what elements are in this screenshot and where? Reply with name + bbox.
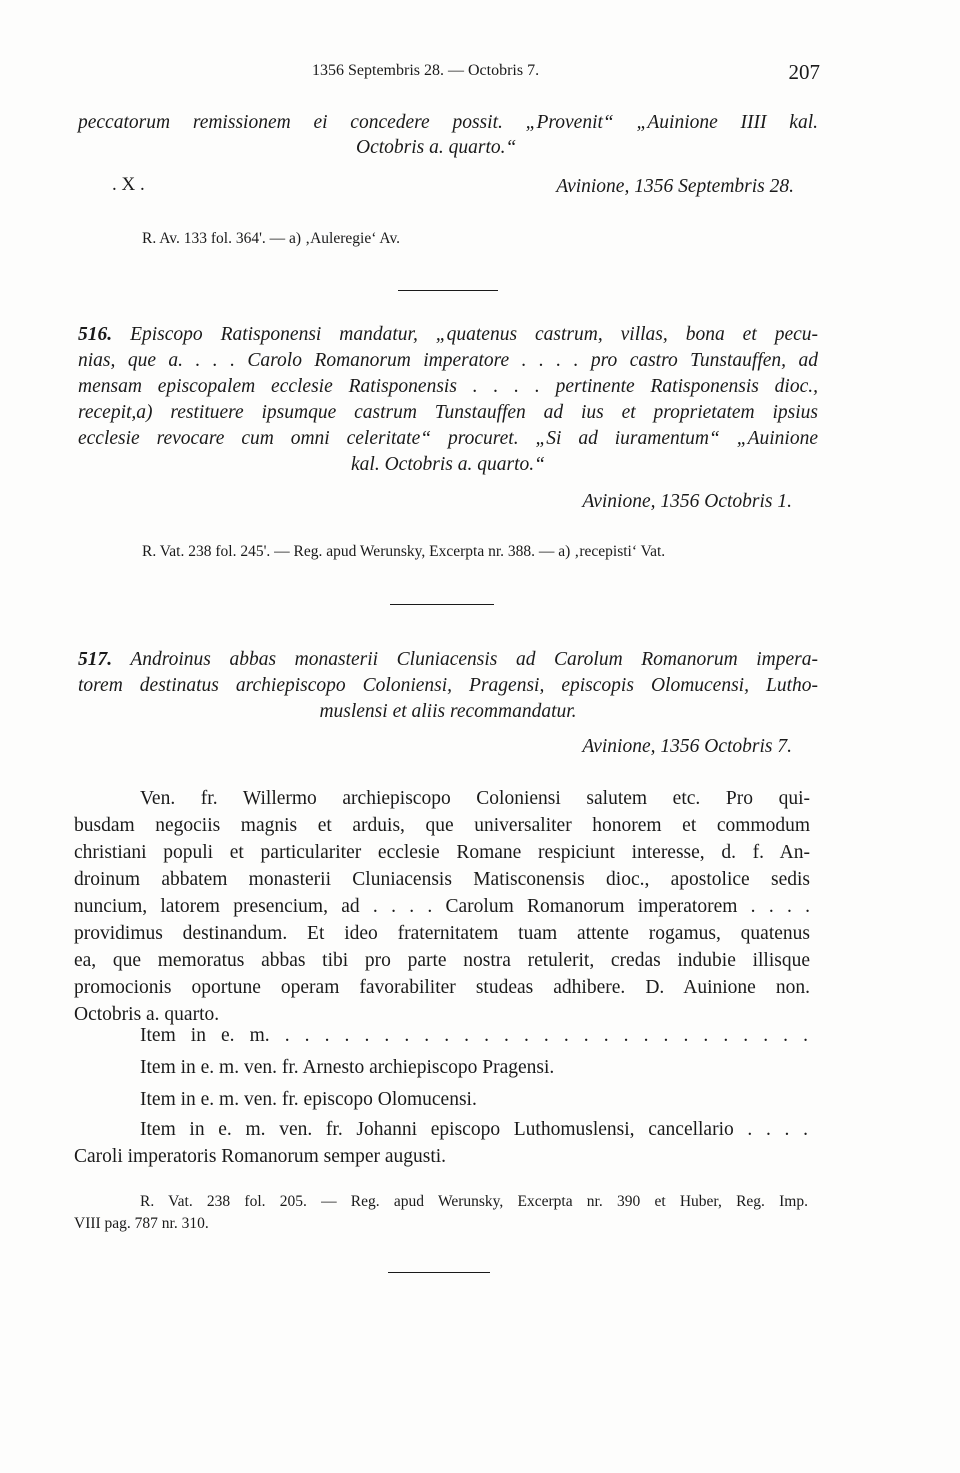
doc516-regest-line: mensam episcopalem ecclesie Ratisponensis . . . . pertinente Ratisponensis dioc., bbox=[78, 376, 818, 397]
doc517-date: Avinione, 1356 Octobris 7. bbox=[582, 736, 792, 757]
item-line-4-cont: Caroli imperatoris Romanorum semper augusti. bbox=[74, 1146, 447, 1167]
doc516-regest-line: nias, que a. . . . Carolo Romanorum imperatore . . . . pro castro Tunstauffen, ad bbox=[78, 350, 818, 371]
letter-line: nuncium, latorem presencium, ad . . . . Carolum Romanorum imperatorem . . . . bbox=[74, 896, 810, 917]
doc515-text-line-1: peccatorum remissionem ei concedere possit. „Provenit“ „Auinione IIII kal. bbox=[78, 112, 818, 133]
letter-last-line: Octobris a. quarto. bbox=[74, 1004, 220, 1025]
item-line-1: Item in e. m. . . . . . . . . . . . . . . . . . . . . . . . . . . . bbox=[140, 1025, 808, 1046]
item-line-2: Item in e. m. ven. fr. Arnesto archiepiscopo Pragensi. bbox=[140, 1057, 555, 1078]
doc516-regest bbox=[78, 322, 818, 478]
item-line-4: Item in e. m. ven. fr. Johanni episcopo Luthomuslensi, cancellario . . . . bbox=[140, 1119, 808, 1140]
running-title: 1356 Septembris 28. — Octobris 7. bbox=[312, 62, 540, 79]
letter-line: droinum abbatem monasterii Cluniacensis Matisconensis dioc., apostolice sedis bbox=[74, 869, 810, 890]
doc516-date: Avinione, 1356 Octobris 1. bbox=[582, 491, 792, 512]
doc516-regest-line: 516. Episcopo Ratisponensi mandatur, „quatenus castrum, villas, bona et pecu- bbox=[78, 324, 818, 345]
doc517-source-note-line-1: R. Vat. 238 fol. 205. — Reg. apud Werunsky, Excerpta nr. 390 et Huber, Reg. Imp. bbox=[140, 1193, 808, 1210]
separator-rule-2 bbox=[390, 604, 494, 605]
doc516-regest-last-line: kal. Octobris a. quarto.“ bbox=[351, 454, 545, 475]
doc516-number: 516. bbox=[78, 324, 113, 345]
doc515-text-line-2: Octobris a. quarto.“ bbox=[356, 137, 517, 158]
separator-rule-1 bbox=[398, 290, 498, 291]
letter-line: ea, que memoratus abbas tibi pro parte nostra retulerit, credas indubie illisque bbox=[74, 950, 810, 971]
doc517-letter-body bbox=[74, 785, 810, 1028]
doc517-regest bbox=[78, 647, 818, 725]
doc517-regest-last-line: muslensi et aliis recommandatur. bbox=[319, 701, 577, 722]
doc517-regest-line: torem destinatus archiepiscopo Coloniensi, Pragensi, episcopis Olomucensi, Lutho- bbox=[78, 675, 818, 696]
page-number: 207 bbox=[788, 60, 820, 84]
letter-line: christiani populi et particulariter ecclesie Romane respiciunt interesse, d. f. An- bbox=[74, 842, 810, 863]
doc516-regest-line: recepit,a) restituere ipsumque castrum Tunstauffen ad ius et proprietatem ipsius bbox=[78, 402, 818, 423]
doc515-source-note: R. Av. 133 fol. 364'. — a) ‚Auleregie‘ Av. bbox=[142, 230, 401, 247]
doc516-regest-line: ecclesie revocare cum omni celeritate“ procuret. „Si ad iuramentum“ „Auinione bbox=[78, 428, 818, 449]
doc516-source-note: R. Vat. 238 fol. 245'. — Reg. apud Werunsky, Excerpta nr. 388. — a) ‚recepisti‘ Vat. bbox=[142, 543, 666, 560]
doc515-numeral-mark: . X . bbox=[112, 174, 145, 195]
separator-rule-3 bbox=[388, 1272, 490, 1273]
doc517-number: 517. bbox=[78, 649, 113, 670]
doc517-regest-line: 517. Androinus abbas monasterii Cluniacensis ad Carolum Romanorum impera- bbox=[78, 649, 818, 670]
letter-line: Ven. fr. Willermo archiepiscopo Coloniensi salutem etc. Pro qui- bbox=[140, 788, 810, 809]
letter-line: promocionis oportune operam favorabiliter studeas adhibere. D. Auinione non. bbox=[74, 977, 810, 998]
letter-line: busdam negociis magnis et arduis, que universaliter honorem et commodum bbox=[74, 815, 810, 836]
doc515-date: Avinione, 1356 Septembris 28. bbox=[556, 176, 794, 197]
item-line-3: Item in e. m. ven. fr. episcopo Olomucensi. bbox=[140, 1089, 477, 1110]
doc517-source-note-line-2: VIII pag. 787 nr. 310. bbox=[74, 1215, 209, 1232]
letter-line: providimus destinandum. Et ideo fraternitatem tuam attente rogamus, quatenus bbox=[74, 923, 810, 944]
